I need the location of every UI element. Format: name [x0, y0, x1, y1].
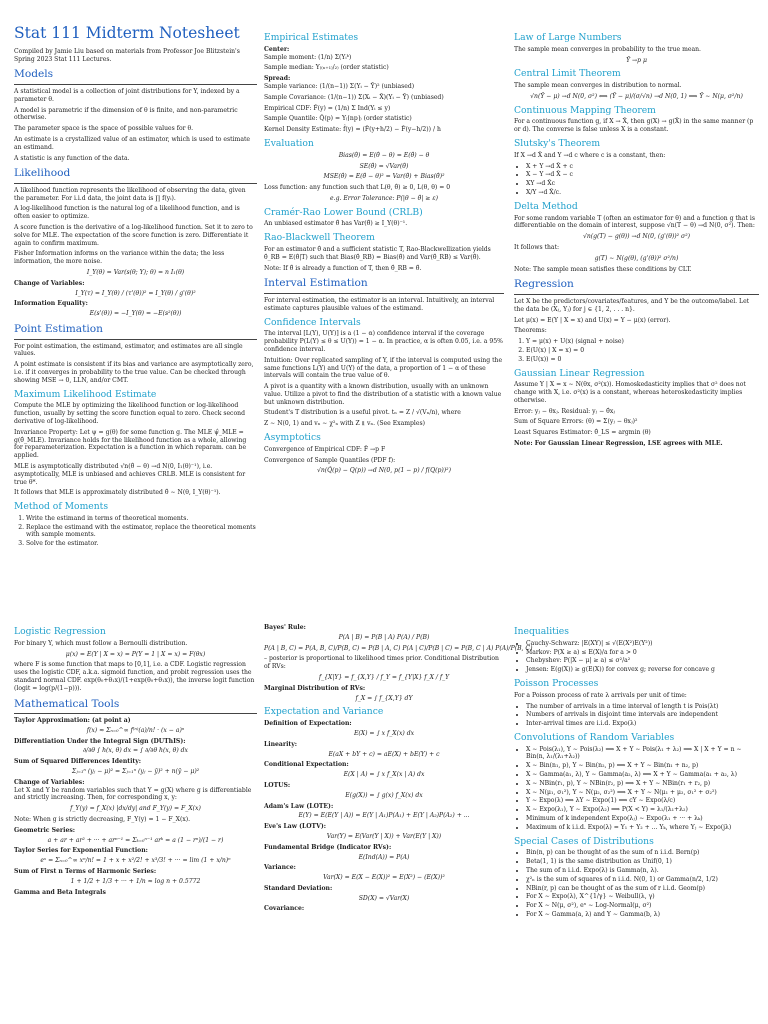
change-of-variables-label: Change of Variables:	[14, 778, 85, 786]
list-item: • Bin(n, p) can be thought of as the sum of n i.i.d. Bern(p)	[526, 849, 759, 857]
adams-law-label: Adam's Law (LOTE):	[264, 802, 334, 810]
list-item: 2. Replace the estimand with the estimator, replace the theoretical moments with sample moments.	[26, 524, 257, 540]
list-item: • X ∼ Bin(n₁, p), Y ∼ Bin(n₂, p) ⟹ X + Y ∼ Bin(n₁ + n₂, p)	[526, 762, 759, 770]
models-text: A statistic is any function of the data.	[14, 154, 130, 162]
duthis-label: Differentiation Under the Integral Sign (DUThIS):	[14, 737, 186, 745]
column-3	[514, 622, 759, 922]
subsection-heading-asymptotics: Asymptotics	[264, 432, 321, 444]
change-of-variables-equation: f_Y(y) = f_X(x) |dx/dy| and F_Y(y) = F_X(x)	[70, 805, 201, 813]
models-text: The parameter space is the space of possible values for θ.	[14, 125, 194, 133]
glr-note: Note: For Gaussian Linear Regression, LSE agrees with MLE.	[514, 440, 723, 448]
taylor-label: Taylor Approximation: (at point a)	[14, 717, 131, 725]
empirical-text: Kernel Density Estimate: f̂(y) = (F̂(y+h/2) − F̂(y−h/2)) / h	[264, 126, 441, 134]
list-item: • X ∼ Pois(λ₁), Y ∼ Pois(λ₂) ⟹ X + Y ∼ Pois(λ₁ + λ₂) ⟹ X | X + Y = n ∼ Bin(n, λ₁/(λ₁+λ₂))	[526, 746, 759, 762]
bayes-rule-text: – posterior is proportional to likelihood times prior. Conditional Distribution of RVs:	[264, 655, 499, 671]
delta-method-equation: √n(g(T) − g(θ)) →d N(0, (g'(θ))² σ²)	[582, 233, 691, 241]
delta-method-approx-equation: g(T) ∼ N(g(θ), (g'(θ))² σ²/n)	[594, 254, 679, 262]
subsection-heading-clt: Central Limit Theorem	[514, 68, 621, 80]
subsection-heading-convolutions: Convolutions of Random Variables	[514, 731, 675, 743]
subsection-heading-gaussian-linear-regression: Gaussian Linear Regression	[514, 367, 645, 379]
list-item: • X − Y →d X̂ − c	[526, 171, 759, 179]
taylor-exponential-label: Taylor Series for Exponential Function:	[14, 847, 148, 855]
mle-text: MLE is asymptotically distributed √n(θ̂ − θ) →d N(0, I₁(θ)⁻¹), i.e. asymptotically, MLE is unbiased and achieves CRLB. MLE is consistent for true θ*.	[14, 462, 246, 486]
bayes-rule-extended-equation: P(A | B, C) = P(A, B, C)/P(B, C) = P(B | A, C) P(A | C)/P(B | C) = P(B, C | A) P(A)/P(B, C)	[264, 644, 533, 652]
variance-equation: Var(X) = E(X − E(X))² = E(X²) − (E(X))²	[323, 874, 445, 882]
list-item: • X/Y →d X̂/c.	[526, 189, 759, 197]
empirical-text: Sample Quantile: Q̂(p) = Y₍⌈np⌉₎ (order statistic)	[264, 115, 412, 123]
mse-equation: MSE(θ̂) = E(θ̂ − θ)² = Var(θ̂) + Bias(θ̂)²	[323, 173, 445, 181]
list-item: 1. Write the estimand in terms of theoretical moments.	[26, 515, 257, 523]
eves-law-equation: Var(Y) = E(Var(Y | X)) + Var(E(Y | X))	[326, 832, 442, 840]
column-3	[514, 28, 759, 451]
standard-error-equation: SE(θ̂) = √Var(θ̂)	[359, 162, 409, 170]
list-item: • Maximum of k i.i.d. Expo(λ) = Y₁ + Y₂ + ... Yₖ, where Yⱼ ∼ Expo(jλ)	[526, 824, 759, 832]
marginal-distribution-label: Marginal Distribution of RVs:	[264, 684, 366, 692]
slutsky-list	[514, 163, 759, 197]
clt-equation: √n(Ȳ − μ) →d N(0, σ²) ⟺ (Ȳ − μ)/(σ/√n) →d N(0, 1) ⟹ Ȳ ∼ N(μ, σ²/n)	[530, 92, 743, 100]
subsection-heading-delta-method: Delta Method	[514, 200, 578, 212]
bias-equation: Bias(θ̂) = E(θ̂ − θ) = E(θ̂) − θ	[338, 151, 430, 159]
gamma-beta-label: Gamma and Beta Integrals	[14, 888, 106, 896]
list-item: • Markov: P(X ≥ a) ≤ E(X)/a for a > 0	[526, 649, 759, 657]
subsection-heading-expectation-variance: Expectation and Variance	[264, 706, 384, 718]
section-divider	[14, 183, 257, 184]
rao-blackwell-text: Note: If θ̂ is already a function of T, then θ̂_RB = θ̂.	[264, 264, 422, 272]
list-item: 1. Y = μ(x) + U(x) (signal + noise)	[526, 338, 759, 346]
list-item: • X ∼ Gamma(a₁, λ), Y ∼ Gamma(a₂, λ) ⟹ X + Y ∼ Gamma(a₁ + a₂, λ)	[526, 771, 759, 779]
center-label: Center:	[264, 45, 290, 53]
regression-text: Let μ(x) = E(Y | X = x) and U(x) = Y − μ(x) (error).	[514, 316, 671, 324]
evaluation-text: Loss function: any function such that L(θ, θ̂) ≥ 0, L(θ, θ) = 0	[264, 184, 451, 192]
regression-text: Theorems:	[514, 327, 547, 335]
method-of-moments-steps	[14, 515, 257, 548]
subsection-heading-crlb: Cramér-Rao Lower Bound (CRLB)	[264, 206, 423, 218]
list-item: • Minimum of k independent Expo(λⱼ) ∼ Expo(λ₁ + ··· + λₖ)	[526, 815, 759, 823]
list-item: • For X ∼ Expo(λ), X^{1/γ} ∼ Weibull(λ, γ)	[526, 893, 759, 901]
list-item: • NBin(r, p) can be thought of as the sum of r i.i.d. Geom(p)	[526, 885, 759, 893]
crlb-text: An unbiased estimator θ̂ has Var(θ̂) ≥ I_Y(θ)⁻¹.	[264, 220, 408, 228]
definition-expectation-equation: E(X) = ∫ x f_X(x) dx	[353, 729, 415, 737]
subsection-heading-confidence-intervals: Confidence Intervals	[264, 316, 361, 328]
ssd-equation: Σⱼ₌₁ⁿ (yⱼ − μ)² = Σⱼ₌₁ⁿ (yⱼ − ȳ)² + n(ȳ − μ)²	[71, 768, 200, 776]
section-heading-likelihood: Likelihood	[14, 167, 71, 180]
geometric-series-equation: a + ar + ar² + ··· + arⁿ⁻¹ = Σₖ₌₀ⁿ⁻¹ arᵏ = a (1 − rⁿ)/(1 − r)	[47, 836, 224, 844]
list-item: 2. E(U(x) | X = x) = 0	[526, 347, 759, 355]
list-item: • Inter-arrival times are i.i.d. Expo(λ)	[526, 720, 759, 728]
change-of-variables-note: Note: When g is strictly decreasing, F_Y(y) = 1 − F_X(x).	[14, 816, 191, 824]
list-item: 3. E(U(x)) = 0	[526, 356, 759, 364]
poisson-list	[514, 703, 759, 728]
change-of-variables-equation: I_Y(τ) = I_Y(θ) / (τ'(θ))² = I_Y(θ) / g'(θ)²	[75, 289, 196, 297]
regression-text: Let X be the predictors/covariates/features, and Y be the outcome/label. Let the data be (Xⱼ, Yⱼ) for j ∈ {1, 2, . . . n}.	[514, 297, 750, 313]
likelihood-text: Fisher Information informs on the variance within the data; the less information, the more noise.	[14, 250, 225, 266]
page-title: Stat 111 Midterm Notesheet	[14, 24, 240, 42]
delta-method-text: For some random variable T (often an estimator for θ) and a function g that is differentiable on the domain of interest, suppose √n(T − θ) →d N(0, σ²). Then:	[514, 214, 755, 230]
mle-text: Invariance Property: Let ψ = g(θ) for some function g. The MLE ψ̂_MLE = g(θ̂_MLE). Invariance holds for the likelihood function as a whole, allowing for reparameterization. Expectation is a function in which reparam. can be applied.	[14, 428, 247, 460]
list-item: • The number of arrivals in a time interval of length t is Pois(λt)	[526, 703, 759, 711]
lotus-equation: E(g(X)) = ∫ g(x) f_X(x) dx	[345, 791, 423, 799]
asymptotics-text: Convergence of Sample Quantiles (PDF f):	[264, 456, 396, 464]
subsection-heading-mle: Maximum Likelihood Estimate	[14, 388, 157, 400]
list-item: • The sum of n i.i.d. Expo(λ) is Gamma(n, λ).	[526, 867, 759, 875]
sample-quantile-equation: √n(Q̂(p) − Q(p)) →d N(0, p(1 − p) / f(Q(p))²)	[316, 467, 451, 475]
harmonic-series-equation: 1 + 1/2 + 1/3 + ··· + 1/n ≈ log n + 0.5772	[70, 877, 201, 885]
subsection-heading-empirical-estimates: Empirical Estimates	[264, 32, 359, 43]
ssd-label: Sum of Squared Differences Identity:	[14, 758, 142, 766]
slutsky-text: If X →d X̂ and Y →d c where c is a constant, then:	[514, 151, 666, 159]
delta-method-text: Note: The sample mean satisfies these conditions by CLT.	[514, 265, 692, 273]
subsection-heading-cmt: Continuous Mapping Theorem	[514, 104, 656, 116]
models-text: A model is parametric if the dimension of θ is finite, and non-parametric otherwise.	[14, 106, 238, 122]
harmonic-series-label: Sum of First n Terms of Harmonic Series:	[14, 868, 157, 876]
point-estimation-text: A point estimate is consistent if its bias and variance are asymptotically zero, i.e. if it converges in probability to the true value. Can be checked through showing MSE → 0, LLN, and/or CMT.	[14, 361, 254, 384]
lln-text: The sample mean converges in probability to the true mean.	[514, 45, 701, 53]
list-item: • X ∼ N(μ₁, σ₁²), Y ∼ N(μ₂, σ₂²) ⟹ X + Y ∼ N(μ₁ + μ₂, σ₁² + σ₂²)	[526, 789, 759, 797]
list-item: • Beta(1, 1) is the same distribution as Unif(0, 1)	[526, 858, 759, 866]
confidence-interval-text: Intuition: Over replicated sampling of Y, if the interval is computed using the same functions L(Y) and U(Y) of the data, a proportion of 1 − α of these intervals will contain the true value of θ.	[264, 356, 503, 380]
column-1	[14, 24, 257, 551]
list-item: • X + Y →d X̂ + c	[526, 163, 759, 171]
confidence-interval-text: A pivot is a quantity with a known distribution, usually with an unknown value. Utilize a pivot to find the distribution of a statistic with a known value but unknown distribution.	[264, 383, 502, 406]
lln-equation: Ȳ →p μ	[626, 56, 647, 64]
list-item: • For X ∼ Gamma(a, λ) and Y ∼ Gamma(b, λ)	[526, 911, 759, 919]
fisher-information-equation: I_Y(θ) = Var(s(θ; Y); θ) = n I₁(θ)	[86, 269, 185, 277]
fundamental-bridge-equation: E(Ind(A)) = P(A)	[358, 853, 410, 861]
subsection-heading-rao-blackwell: Rao-Blackwell Theorem	[264, 232, 375, 244]
eves-law-label: Eve's Law (LOTV):	[264, 823, 326, 831]
poisson-text: For a Poisson process of rate λ arrivals per unit of time:	[514, 691, 687, 699]
clt-text: The sample mean converges in distribution to normal.	[514, 82, 682, 90]
subsection-heading-poisson-processes: Poisson Processes	[514, 677, 599, 689]
lotus-label: LOTUS:	[264, 781, 291, 789]
models-text: An estimate is a crystallized value of an estimator, which is used to estimate an estimand.	[14, 135, 251, 151]
conditional-expectation-equation: E(X | A) = ∫ x f_X(x | A) dx	[343, 771, 425, 779]
delta-method-text: It follows that:	[514, 243, 560, 251]
list-item: • X ∼ Expo(λ₁), Y ∼ Expo(λ₂) ⟹ P(X < Y) = λ₁/(λ₁+λ₂)	[526, 806, 759, 814]
regression-theorems-list	[514, 338, 759, 363]
column-2	[264, 622, 533, 913]
section-divider	[264, 293, 504, 294]
subsection-heading-slutsky: Slutsky's Theorem	[514, 138, 601, 150]
logistic-regression-equation: μ(x) = E(Y | X = x) = P(Y = 1 | X = x) = F(θx)	[65, 650, 206, 658]
subsection-heading-logistic-regression: Logistic Regression	[14, 626, 106, 637]
mle-text: Compute the MLE by optimizing the likelihood function or log-likelihood function, usually by setting the score function equal to zero. Check second derivative of log-likelihood.	[14, 402, 245, 425]
conditional-expectation-label: Conditional Expectation:	[264, 761, 349, 769]
logistic-regression-text: For binary Y, which must follow a Bernoulli distribution.	[14, 639, 188, 647]
point-estimation-text: For point estimation, the estimand, estimator, and estimates are all single values.	[14, 342, 243, 358]
subsection-heading-method-of-moments: Method of Moments	[14, 501, 109, 513]
taylor-equation: f(x) ≈ Σₙ₌₀^∞ f⁽ⁿ⁾(a)/n! · (x − a)ⁿ	[86, 726, 185, 734]
error-tolerance-text: e.g. Error Tolerance: P(|θ − θ̂| ≥ ε)	[330, 194, 438, 202]
empirical-text: Sample moment: (1/n) Σ(Yᵢᵏ)	[264, 53, 352, 61]
fundamental-bridge-label: Fundamental Bridge (Indicator RVs):	[264, 843, 392, 851]
likelihood-text: A likelihood function represents the likelihood of observing the data, given the parameter. For i.i.d data, the joint data is ∏ f(yᵢ).	[14, 186, 246, 202]
glr-text: Error: yⱼ − θxⱼ. Residual: yⱼ − θ̂xⱼ	[514, 407, 615, 415]
conditional-distribution-equation: f_{X|Y} = f_{X,Y} / f_Y = f_{Y|X} f_X / f_Y	[318, 673, 450, 681]
inequalities-list	[514, 640, 759, 674]
spread-label: Spread:	[264, 75, 291, 83]
glr-text: Assume Y | X = x ∼ N(θx, σ²(x)). Homoskedasticity implies that σ² does not change with X, i.e. σ²(x) is a constant, whereas heteroskedasticity implies otherwise.	[514, 381, 746, 404]
likelihood-text: A score function is the derivative of a log-likelihood function. Set it to zero to solve for MLE. The expectation of the score function is zero. Differentiate it again to confirm maximum.	[14, 224, 253, 247]
list-item: • Chebyshev: P(|X − μ| ≥ a) ≤ σ²/a²	[526, 657, 759, 665]
taylor-exponential-equation: eˣ = Σₙ₌₀^∞ xⁿ/n! = 1 + x + x²/2! + x³/3! + ··· = lim (1 + x/n)ⁿ	[40, 857, 231, 865]
confidence-interval-text: The interval [L(Y), U(Y)] is a (1 − α) confidence interval if the coverage probability P(L(Y) ≤ θ ≤ U(Y)) = 1 − α. In practice, α is often 0.05, i.e. a 95% confidence interval.	[264, 330, 503, 353]
subsection-heading-lln: Law of Large Numbers	[514, 32, 622, 43]
linearity-label: Linearity:	[264, 740, 297, 748]
column-1	[14, 622, 257, 896]
list-item: • XY →d X̂c	[526, 180, 759, 188]
adams-law-equation: E(Y) = E(E(Y | A)) = E(Y | A₁)P(A₁) + E(Y | A₂)P(A₂) + ...	[298, 812, 470, 820]
bayes-rule-label: Bayes' Rule:	[264, 624, 306, 631]
empirical-text: Empirical CDF: F̂(y) = (1/n) Σ Ind(Yᵢ ≤ y)	[264, 104, 391, 112]
bayes-rule-equation: P(A | B) = P(B | A) P(A) / P(B)	[338, 633, 430, 641]
duthis-equation: ∂/∂θ ∫ h(x, θ) dx = ∫ ∂/∂θ h(x, θ) dx	[83, 747, 188, 755]
logistic-regression-text: where F is some function that maps to [0,1], i.e. a CDF. Logistic regression uses the logistic CDF, a.k.a. sigmoid function, and probit regression uses the standard normal CDF. exp(θ₀+θ₁x)/(1+exp(θ₀+θ₁x)), the inverse logit function (logit = log(p/(1−p))).	[14, 661, 255, 692]
list-item: • Cauchy-Schwarz: |E(XY)| ≤ √(E(X²)E(Y²))	[526, 640, 759, 648]
variance-label: Variance:	[264, 864, 296, 872]
confidence-interval-text: Student's T distribution is a useful pivot. tₙ = Z / √(Vₙ/n), where	[264, 409, 461, 417]
models-text: A statistical model is a collection of joint distributions for Y, indexed by a parameter θ.	[14, 87, 240, 103]
subsection-heading-special-cases: Special Cases of Distributions	[514, 835, 654, 847]
glr-text: Sum of Square Errors: (θ) = Σ(yⱼ − θxⱼ)²	[514, 418, 638, 426]
linearity-equation: E(aX + bY + c) = aE(X) + bE(Y) + c	[328, 750, 440, 758]
column-2	[264, 28, 504, 478]
empirical-text: Sample variance: (1/(n−1)) Σ(Yᵢ − Ȳ)² (unbiased)	[264, 82, 415, 90]
section-heading-mathematical-tools: Mathematical Tools	[14, 697, 120, 710]
empirical-text: Sample Covariance: (1/(n−1)) Σ(Xᵢ − X̄)(Yᵢ − Ȳ) (unbiased)	[264, 93, 444, 101]
list-item: • Jensen: E(g(X)) ≥ g(E(X)) for convex g; reverse for concave g	[526, 666, 759, 674]
section-divider	[514, 294, 759, 295]
standard-deviation-label: Standard Deviation:	[264, 884, 333, 892]
list-item: 3. Solve for the estimator.	[26, 540, 257, 548]
convolutions-list	[514, 746, 759, 832]
asymptotics-text: Convergence of Empirical CDF: F̂ →p F	[264, 445, 386, 453]
mle-text: It follows that MLE is approximately distributed θ̂ ∼ N(θ, I_Y(θ)⁻¹).	[14, 489, 221, 497]
empirical-text: Sample median: Y₍₍ₙ₊₁₎/₂₎ (order statistic)	[264, 64, 389, 72]
list-item: • X ∼ NBin(r₁, p), Y ∼ NBin(r₂, p) ⟹ X + Y ∼ NBin(r₁ + r₂, p)	[526, 780, 759, 788]
cmt-text: For a continuous function g, if X → X̂, then g(X) → g(X̂) in the same manner (p or d). The converse is false unless X is a constant.	[514, 118, 754, 134]
change-of-variables-label: Change of Variables:	[14, 279, 85, 287]
section-heading-models: Models	[14, 68, 54, 81]
section-heading-regression: Regression	[514, 278, 574, 291]
section-heading-point-estimation: Point Estimation	[14, 323, 103, 336]
subsection-heading-inequalities: Inequalities	[514, 626, 569, 637]
geometric-series-label: Geometric Series:	[14, 826, 76, 834]
information-equality-label: Information Equality:	[14, 300, 88, 308]
covariance-label: Covariance:	[264, 905, 305, 913]
rao-blackwell-text: For an estimator θ̂ and a sufficient statistic T, Rao-Blackwellization yields θ̂_RB = E(θ̂|T) such that Bias(θ̂_RB) = Bias(θ̂) and Var(θ̂_RB) ≤ Var(θ̂).	[264, 246, 491, 261]
list-item: • Y ∼ Expo(λ) ⟹ λY ∼ Expo(1) ⟹ cY ∼ Expo(λ/c)	[526, 797, 759, 805]
section-heading-interval-estimation: Interval Estimation	[264, 277, 368, 290]
section-divider	[14, 339, 257, 340]
list-item: • χ²ₙ is the sum of squares of n i.i.d. N(0, 1) or Gamma(n/2, 1/2)	[526, 876, 759, 884]
interval-estimation-text: For interval estimation, the estimator is an interval. Intuitively, an interval estimate captures plausible values of the estimand.	[264, 296, 495, 312]
definition-expectation-label: Definition of Expectation:	[264, 720, 352, 728]
likelihood-text: A log-likelihood function is the natural log of a likelihood function, and is often easier to optimize.	[14, 205, 240, 221]
list-item: • Numbers of arrivals in disjoint time intervals are independent	[526, 711, 759, 719]
glr-text: Least Squares Estimator: θ̂_LS = argmin (θ)	[514, 429, 651, 437]
change-of-variables-text: Let X and Y be random variables such that Y = g(X) where g is differentiable and strictly increasing. Then, for corresponding x, y:	[14, 786, 252, 802]
section-divider	[14, 713, 257, 714]
list-item: • For X ∼ N(μ, σ²), eˣ ∼ Log-Normal(μ, σ²)	[526, 902, 759, 910]
marginal-distribution-equation: f_X = ∫ f_{X,Y} dY	[355, 694, 413, 702]
special-cases-list	[514, 849, 759, 918]
intro-text: Compiled by Jamie Liu based on materials from Professor Joe Blitzstein's Spring 2023 Stat 111 Lectures.	[14, 47, 240, 63]
subsection-heading-evaluation: Evaluation	[264, 137, 314, 149]
standard-deviation-equation: SD(X) = √Var(X)	[358, 894, 410, 902]
information-equality-equation: E(s'(θ)) = −I_Y(θ) = −E(s²(θ))	[89, 310, 182, 318]
confidence-interval-text: Z ∼ N(0, 1) and vₙ ∼ χ²ₙ with Z ⫫ vₙ. (See Examples)	[264, 420, 425, 428]
section-divider	[14, 84, 257, 85]
notesheet-page-2	[0, 618, 768, 1024]
